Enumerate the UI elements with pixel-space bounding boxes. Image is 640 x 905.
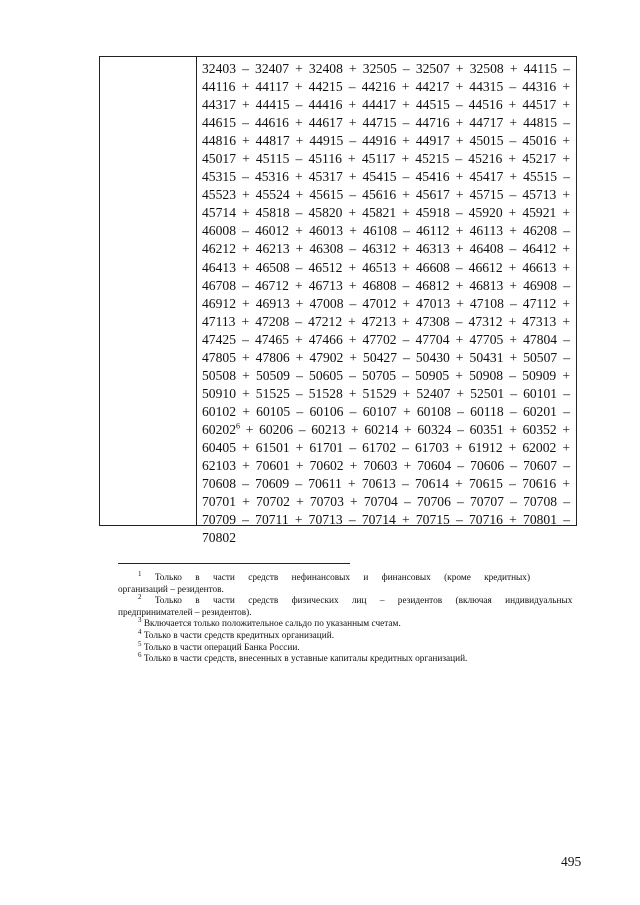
account-line: 62103 + 70601 + 70602 + 70603 + 70604 – 70606 – 70607 – xyxy=(202,458,570,474)
account-line: 60405 + 61501 + 61701 – 61702 – 61703 + 61912 + 62002 + xyxy=(202,439,570,455)
account-line: 44816 + 44817 + 44915 – 44916 + 44917 + 45015 – 45016 + xyxy=(202,133,570,149)
account-line: 46413 + 46508 – 46512 + 46513 + 46608 – 46612 + 46613 + xyxy=(202,259,570,275)
footnote-2-cont: предпринимателей – резидентов). xyxy=(118,607,252,618)
footnote-text: Включается только положительное сальдо по указанным счетам. xyxy=(143,619,401,630)
account-line: 50910 + 51525 – 51528 + 51529 + 52407 + 52501 – 60101 – xyxy=(202,385,570,401)
account-line: 44317 + 44415 – 44416 + 44417 + 44515 – 44516 + 44517 + xyxy=(202,97,570,113)
page-number: 495 xyxy=(561,854,582,869)
table-right-cell xyxy=(197,57,576,546)
account-line: 70709 – 70711 + 70713 – 70714 + 70715 – 70716 + 70801 – xyxy=(202,512,570,528)
account-line: 44615 – 44616 + 44617 + 44715 – 44716 + 44717 + 44815 – xyxy=(202,115,570,131)
footnote-ref: 6 xyxy=(235,421,240,431)
account-line: 46912 + 46913 + 47008 – 47012 + 47013 + 47108 – 47112 + xyxy=(202,295,570,311)
footnote-5 xyxy=(118,639,584,655)
footnote-mark: 1 xyxy=(138,569,142,578)
footnote-mark: 3 xyxy=(138,616,142,625)
footnote-mark: 5 xyxy=(138,639,142,648)
footnote-1 xyxy=(118,569,584,585)
footnote-mark: 4 xyxy=(138,627,142,636)
account-line xyxy=(202,421,570,439)
account-line: 47113 + 47208 – 47212 + 47213 + 47308 – 47312 + 47313 + xyxy=(202,313,570,329)
footnote-4 xyxy=(118,627,584,643)
account-line: 47805 + 47806 + 47902 + 50427 – 50430 + 50431 + 50507 – xyxy=(202,349,570,365)
account-line: 46008 – 46012 + 46013 + 46108 – 46112 + 46113 + 46208 – xyxy=(202,223,570,239)
footnote-text: Только в части средств нефинансовых и финансовых (кроме кредитных) xyxy=(154,573,531,583)
account-line: 46708 – 46712 + 46713 + 46808 – 46812 + 46813 + 46908 – xyxy=(202,277,570,293)
account-line: 60102 + 60105 – 60106 – 60107 + 60108 – 60118 – 60201 – xyxy=(202,403,570,419)
footnote-mark: 6 xyxy=(138,651,142,660)
account-line: 50508 + 50509 – 50605 – 50705 – 50905 + 50908 – 50909 + xyxy=(202,367,570,383)
accounts-table xyxy=(99,56,577,546)
footnote-1-cont: организаций – резидентов. xyxy=(118,584,224,595)
account-line-rest: + 60206 – 60213 + 60214 + 60324 – 60351 + 60352 + xyxy=(239,421,570,437)
footnote-text: Только в части средств кредитных организаций. xyxy=(143,630,335,641)
account-line: 70802 xyxy=(202,530,236,546)
account-line: 45017 + 45115 – 45116 + 45117 + 45215 – 45216 + 45217 + xyxy=(202,151,570,167)
footnote-separator xyxy=(118,563,350,564)
account-line: 45714 + 45818 – 45820 + 45821 + 45918 – 45920 + 45921 + xyxy=(202,205,570,221)
account-line: 45523 + 45524 + 45615 – 45616 + 45617 + 45715 – 45713 + xyxy=(202,187,570,203)
footnote-mark: 2 xyxy=(138,593,142,602)
footnote-text: Только в части средств физических лиц – резидентов (включая индивидуальных xyxy=(154,596,573,607)
account-line: 47425 – 47465 + 47466 + 47702 – 47704 + 47705 + 47804 – xyxy=(202,331,570,347)
account-line: 32403 – 32407 + 32408 + 32505 – 32507 + 32508 + 44115 – xyxy=(202,61,570,76)
footnote-text: Только в части средств, внесенных в уставные капиталы кредитных организаций. xyxy=(143,654,468,665)
account-line: 44116 + 44117 + 44215 – 44216 + 44217 + 44315 – 44316 + xyxy=(202,79,570,95)
footnote-3 xyxy=(118,616,584,631)
table-left-cell xyxy=(100,57,197,525)
account-line: 70701 + 70702 + 70703 + 70704 – 70706 – 70707 – 70708 – xyxy=(202,494,570,510)
footnotes xyxy=(118,569,584,666)
account-line: 45315 – 45316 + 45317 + 45415 – 45416 + 45417 + 45515 – xyxy=(202,169,570,185)
account-line: 46212 + 46213 + 46308 – 46312 + 46313 + 46408 – 46412 + xyxy=(202,241,570,257)
footnote-2 xyxy=(118,593,584,608)
footnote-6 xyxy=(118,651,584,666)
footnote-text: Только в части операций Банка России. xyxy=(143,642,300,653)
account-number: 60202 xyxy=(202,421,236,437)
account-line: 70608 – 70609 – 70611 + 70613 – 70614 + 70615 – 70616 + xyxy=(202,476,570,492)
